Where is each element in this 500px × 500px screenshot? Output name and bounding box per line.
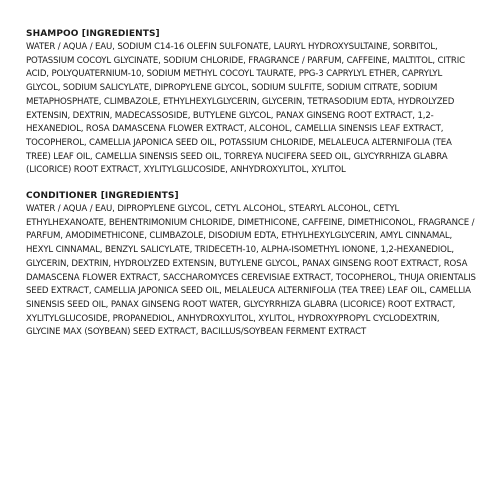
conditioner-title: CONDITIONER [INGREDIENTS] <box>26 191 179 202</box>
ingredients-sheet <box>26 28 476 340</box>
conditioner-section <box>26 190 476 340</box>
conditioner-ingredients: WATER / AQUA / EAU, DIPROPYLENE GLYCOL, CETYL ALCOHOL, STEARYL ALCOHOL, CETYL ETHYLHEXANOATE, BEHENTRIMONIUM CHLORIDE, DIMETHICONE, CAFFEINE, DIMETHICONOL, FRAGRANCE / PARFUM, AMODIMETHICONE, CLIMBAZOLE, DISODIUM EDTA, ETHYLHEXYLGLYCERIN, AMYL CINNAMAL, HEXYL CINNAMAL, BENZYL SALICYLATE, TRIDECETH-10, ALPHA-ISOMETHYL IONONE, 1,2-HEXANEDIOL, GLYCERIN, DEXTRIN, HYDROLYZED EXTENSIN, BUTYLENE GLYCOL, PANAX GINSENG ROOT EXTRACT, ROSA DAMASCENA FLOWER EXTRACT, SACCHAROMYCES CEREVISIAE EXTRACT, TOCOPHEROL, THUJA ORIENTALIS SEED EXTRACT, CAMELLIA JAPONICA SEED OIL, MELALEUCA ALTERNIFOLIA (TEA TREE) LEAF OIL, CAMELLIA SINENSIS SEED OIL, PANAX GINSENG ROOT WATER, GLYCYRRHIZA GLABRA (LICORICE) ROOT EXTRACT, XYLITYLGLUCOSIDE, PROPANEDIOL, ANHYDROXYLITOL, XYLITOL, HYDROXYPROPYL CYCLODEXTRIN, GLYCINE MAX (SOYBEAN) SEED EXTRACT, BACILLUS/SOYBEAN FERMENT EXTRACT <box>26 204 476 338</box>
shampoo-ingredients: WATER / AQUA / EAU, SODIUM C14-16 OLEFIN SULFONATE, LAURYL HYDROXYSULTAINE, SORBITOL, POTASSIUM COCOYL GLYCINATE, SODIUM CHLORIDE, FRAGRANCE / PARFUM, CAFFEINE, MALTITOL, CITRIC ACID, POLYQUATERNIUM-10, SODIUM METHYL COCOYL TAURATE, PPG-3 CAPRYLYL ETHER, CAPRYLYL GLYCOL, SODIUM SALICYLATE, DIPROPYLENE GLYCOL, SODIUM SULFITE, SODIUM CITRATE, SODIUM METAPHOSPHATE, CLIMBAZOLE, ETHYLHEXYLGLYCERIN, GLYCERIN, TETRASODIUM EDTA, HYDROLYZED EXTENSIN, DEXTRIN, MADECASSOSIDE, BUTYLENE GLYCOL, PANAX GINSENG ROOT EXTRACT, 1,2-HEXANEDIOL, ROSA DAMASCENA FLOWER EXTRACT, ALCOHOL, CAMELLIA SINENSIS LEAF EXTRACT, TOCOPHEROL, CAMELLIA JAPONICA SEED OIL, POTASSIUM CHLORIDE, MELALEUCA ALTERNIFOLIA (TEA TREE) LEAF OIL, CAMELLIA SINENSIS SEED OIL, TORREYA NUCIFERA SEED OIL, GLYCYRRHIZA GLABRA (LICORICE) ROOT EXTRACT, XYLITYLGLUCOSIDE, ANHYDROXYLITOL, XYLITOL <box>26 42 465 176</box>
shampoo-section <box>26 28 476 178</box>
shampoo-title: SHAMPOO [INGREDIENTS] <box>26 29 160 39</box>
